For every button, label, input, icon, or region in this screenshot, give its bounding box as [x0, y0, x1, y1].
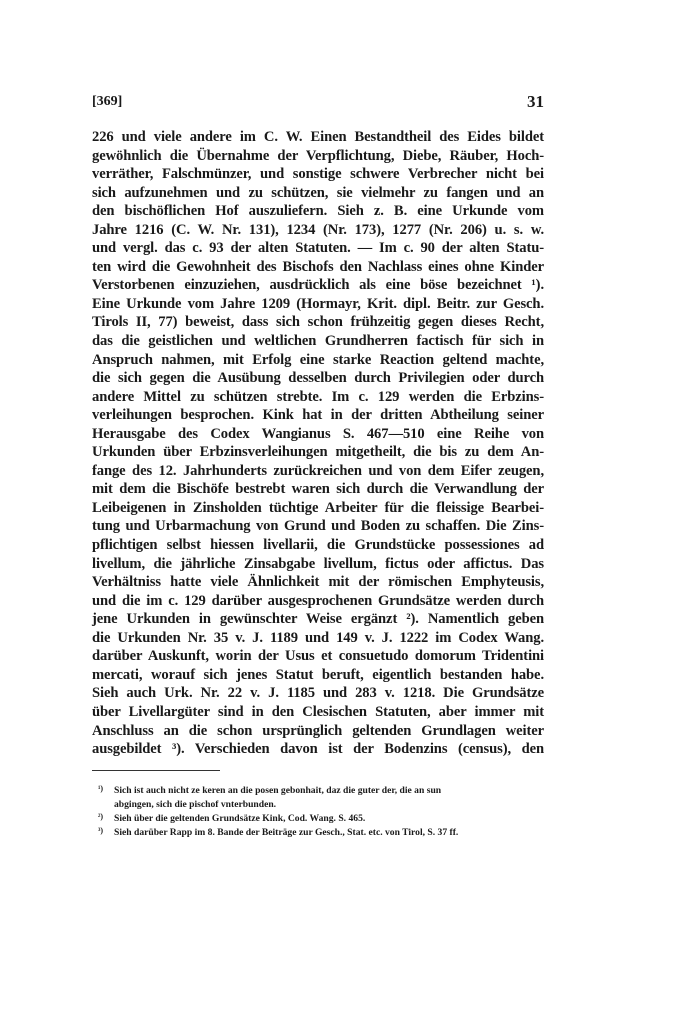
text-line: livellum, die jährliche Zinsabgabe livellum, fictus oder affictus. Das [92, 555, 544, 572]
text-line: verräther, Falschmünzer, und sonstige schwere Verbrecher nicht bei [92, 166, 544, 183]
text-line: ausgebildet ³). Verschieden davon ist der Bodenzins (census), den [92, 741, 544, 758]
text-line: darüber Auskunft, worin der Usus et consuetudo domorum Tridentini [92, 648, 544, 665]
text-line: sich aufzunehmen und zu schützen, sie vielmehr zu fangen und an [92, 184, 544, 201]
text-line: die Urkunden Nr. 35 v. J. 1189 und 149 v. J. 1222 im Codex Wang. [92, 629, 544, 646]
text-line: und vergl. das c. 93 der alten Statuten. — Im c. 90 der alten Statu- [92, 240, 544, 257]
text-line: ten wird die Gewohnheit des Bischofs den Nachlass eines ohne Kinder [92, 258, 544, 275]
text-line: jene Urkunden in gewünschter Weise ergänzt ²). Namentlich geben [92, 611, 544, 628]
footnotes [92, 784, 544, 840]
text-line: mercati, worauf sich jenes Statut beruft, eigentlich bestanden habe. [92, 666, 544, 683]
footnote-3 [92, 826, 544, 840]
footnote-line: Sich ist auch nicht ze keren an die posen gebonhait, daz die guter der, die an sun [114, 784, 442, 796]
text-line: die sich gegen die Ausübung desselben durch Privilegien oder durch [92, 370, 544, 387]
text-line: den bischöflichen Hof auszuliefern. Sieh z. B. eine Urkunde vom [92, 203, 544, 220]
text-line: Urkunden über Erbzinsverleihungen mitgetheilt, die bis zu dem An- [92, 444, 544, 461]
page-number: 31 [527, 92, 544, 111]
text-line: Tirols II, 77) beweist, dass sich schon frühzeitig gegen dieses Recht, [92, 314, 544, 331]
text-line: Eine Urkunde vom Jahre 1209 (Hormayr, Krit. dipl. Beitr. zur Gesch. [92, 295, 544, 312]
footnote-1 [92, 784, 544, 812]
page-marker: [369] [92, 94, 123, 109]
text-line: das die geistlichen und weltlichen Grundherren factisch für sich in [92, 333, 544, 350]
footnote-line: Sieh darüber Rapp im 8. Bande der Beiträge zur Gesch., Stat. etc. von Tirol, S. 37 ff. [114, 826, 459, 838]
footnote-line: abgingen, sich die pischof vnterbunden. [114, 798, 277, 810]
text-line: gewöhnlich die Übernahme der Verpflichtung, Diebe, Räuber, Hoch- [92, 147, 544, 164]
text-line: Anspruch nahmen, mit Erfolg eine starke Reaction geltend machte, [92, 351, 544, 368]
footnote-mark: ²) [98, 811, 104, 821]
text-line: mit dem die Bischöfe bestrebt waren sich durch die Verwandlung der [92, 481, 544, 498]
text-line: tung und Urbarmachung von Grund und Boden zu schaffen. Die Zins- [92, 518, 544, 535]
text-line: 226 und viele andere im C. W. Einen Bestandtheil des Eides bildet [92, 129, 544, 145]
body-text [92, 128, 544, 759]
text-line: pflichtigen selbst hiessen livellarii, die Grundstücke possessiones ad [92, 537, 544, 554]
text-line: Herausgabe des Codex Wangianus S. 467—510 eine Reihe von [92, 425, 544, 442]
document-page [92, 92, 544, 840]
text-line: und die im c. 129 darüber ausgesprochenen Grundsätze werden durch [92, 592, 544, 609]
text-line: Leibeigenen in Zinsholden tüchtige Arbeiter für die fleissige Bearbei- [92, 499, 544, 516]
footnote-divider [92, 770, 220, 771]
footnote-line: Sieh über die geltenden Grundsätze Kink, Cod. Wang. S. 465. [114, 812, 366, 824]
text-line: Jahre 1216 (C. W. Nr. 131), 1234 (Nr. 173), 1277 (Nr. 206) u. s. w. [92, 221, 544, 238]
text-line: über Livellargüter sind in den Clesischen Statuten, aber immer mit [92, 703, 544, 720]
text-line: Anschluss an die schon ursprünglich geltenden Grundlagen weiter [92, 722, 544, 739]
footnote-mark: ³) [98, 825, 104, 835]
footnote-mark: ¹) [98, 783, 104, 793]
footnote-2 [92, 812, 544, 826]
text-line: Verstorbenen einzuziehen, ausdrücklich als eine böse bezeichnet ¹). [92, 277, 544, 294]
text-line: fange des 12. Jahrhunderts zurückreichen und von dem Eifer zeugen, [92, 462, 544, 479]
text-line: andere Mittel zu schützen strebte. Im c. 129 werden die Erbzins- [92, 388, 544, 405]
text-line: verleihungen besprochen. Kink hat in der dritten Abtheilung seiner [92, 407, 544, 424]
text-line: Sieh auch Urk. Nr. 22 v. J. 1185 und 283 v. 1218. Die Grundsätze [92, 685, 544, 702]
text-line: Verhältniss hatte viele Ähnlichkeit mit der römischen Emphyteusis, [92, 574, 544, 591]
page-header [92, 92, 544, 114]
